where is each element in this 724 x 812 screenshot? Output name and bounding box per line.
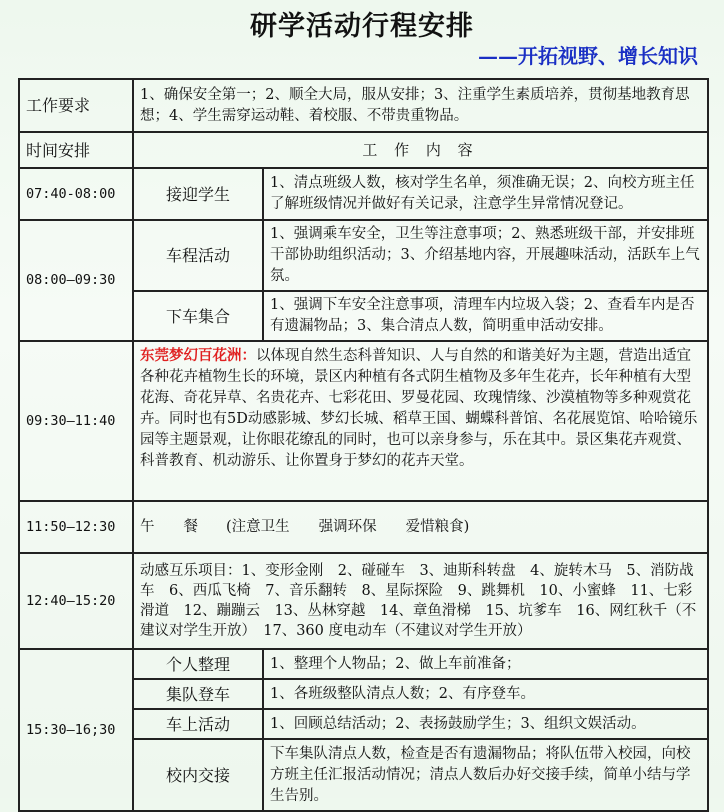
page-title: 研学活动行程安排 [250, 11, 474, 42]
time-header: 时间安排 [19, 132, 133, 168]
requirements-text: 1、确保安全第一；2、顺全大局，服从安排；3、注重学生素质培养，贯彻基地教育思想；4、学生需穿运动鞋、着校服、不带贵重物品。 [133, 79, 708, 132]
attraction-name: 东莞梦幻百花洲： [140, 347, 256, 364]
table-row [19, 341, 708, 501]
page-subtitle: ——开拓视野、增长知识 [478, 44, 698, 68]
table-row [19, 649, 708, 679]
content-header: 工 作 内 容 [133, 132, 708, 168]
time-cell: 11:50—12:30 [19, 501, 133, 553]
table-row [19, 553, 708, 649]
task-cell: 车上活动 [133, 709, 263, 739]
table-row [19, 220, 708, 291]
detail-cell: 1、强调下车安全注意事项，清理车内垃圾入袋；2、查看车内是否有遗漏物品；3、集合清点人数，简明重申活动安排。 [263, 291, 708, 341]
time-cell: 08:00—09:30 [19, 220, 133, 341]
detail-cell: 动感互乐项目：1、变形金刚 2、碰碰车 3、迪斯科转盘 4、旋转木马 5、消防战车 6、西瓜飞椅 7、音乐翻转 8、星际探险 9、跳舞机 10、小蜜蜂 11、七彩滑道 12、蹦蹦云 13、丛林穿越 14、章鱼滑梯 15、坑爹车 16、网红秋千（不建议对学生开放） 17、360 度电动车（不建议对学生开放） [133, 553, 708, 649]
detail-cell: 1、回顾总结活动；2、表扬鼓励学生；3、组织文娱活动。 [263, 709, 708, 739]
task-cell: 个人整理 [133, 649, 263, 679]
detail-cell: 1、整理个人物品；2、做上车前准备； [263, 649, 708, 679]
task-cell: 校内交接 [133, 739, 263, 811]
task-cell: 车程活动 [133, 220, 263, 291]
detail-cell: 1、强调乘车安全，卫生等注意事项；2、熟悉班级干部，并安排班干部协助组织活动；3、介绍基地内容，开展趣味活动，活跃车上气氛。 [263, 220, 708, 291]
table-row [19, 168, 708, 220]
lunch-label: 午 餐 [140, 518, 198, 535]
detail-cell [133, 501, 708, 553]
detail-cell: 1、各班级整队清点人数；2、有序登车。 [263, 679, 708, 709]
lunch-notes: (注意卫生 强调环保 爱惜粮食) [226, 518, 470, 535]
table-row [19, 501, 708, 553]
task-cell: 下车集合 [133, 291, 263, 341]
requirements-row [19, 79, 708, 132]
task-cell: 集队登车 [133, 679, 263, 709]
detail-cell [133, 341, 708, 501]
detail-cell: 下车集队清点人数，检查是否有遗漏物品；将队伍带入校园，向校方班主任汇报活动情况；清点人数后办好交接手续，简单小结与学生告别。 [263, 739, 708, 811]
attraction-description: 以体现自然生态科普知识、人与自然的和谐美好为主题，营造出适宜各种花卉植物生长的环境，景区内种植有各式阴生植物及多年生花卉，长年种植有大型花海、奇花异草、名贵花卉、七彩花田、罗曼花园、玫瑰情缘、沙漠植物等多种观赏花卉。同时也有5D动感影城、梦幻长城、稻草王国、蝴蝶科普馆、名花展览馆、哈哈镜乐园等主题景观，让你眼花缭乱的同时，也可以亲身参与，乐在其中。景区集花卉观赏、科普教育、机动游乐、让你置身于梦幻的花卉天堂。 [140, 348, 698, 469]
time-cell: 15:30—16;30 [19, 649, 133, 811]
schedule-table [18, 78, 709, 812]
task-cell: 接迎学生 [133, 168, 263, 220]
time-cell: 07:40-08:00 [19, 168, 133, 220]
time-cell: 09:30—11:40 [19, 341, 133, 501]
time-cell: 12:40—15:20 [19, 553, 133, 649]
detail-cell: 1、清点班级人数，核对学生名单，须准确无误；2、向校方班主任了解班级情况并做好有关记录，注意学生异常情况登记。 [263, 168, 708, 220]
table-header-row [19, 132, 708, 168]
requirements-label: 工作要求 [19, 79, 133, 132]
